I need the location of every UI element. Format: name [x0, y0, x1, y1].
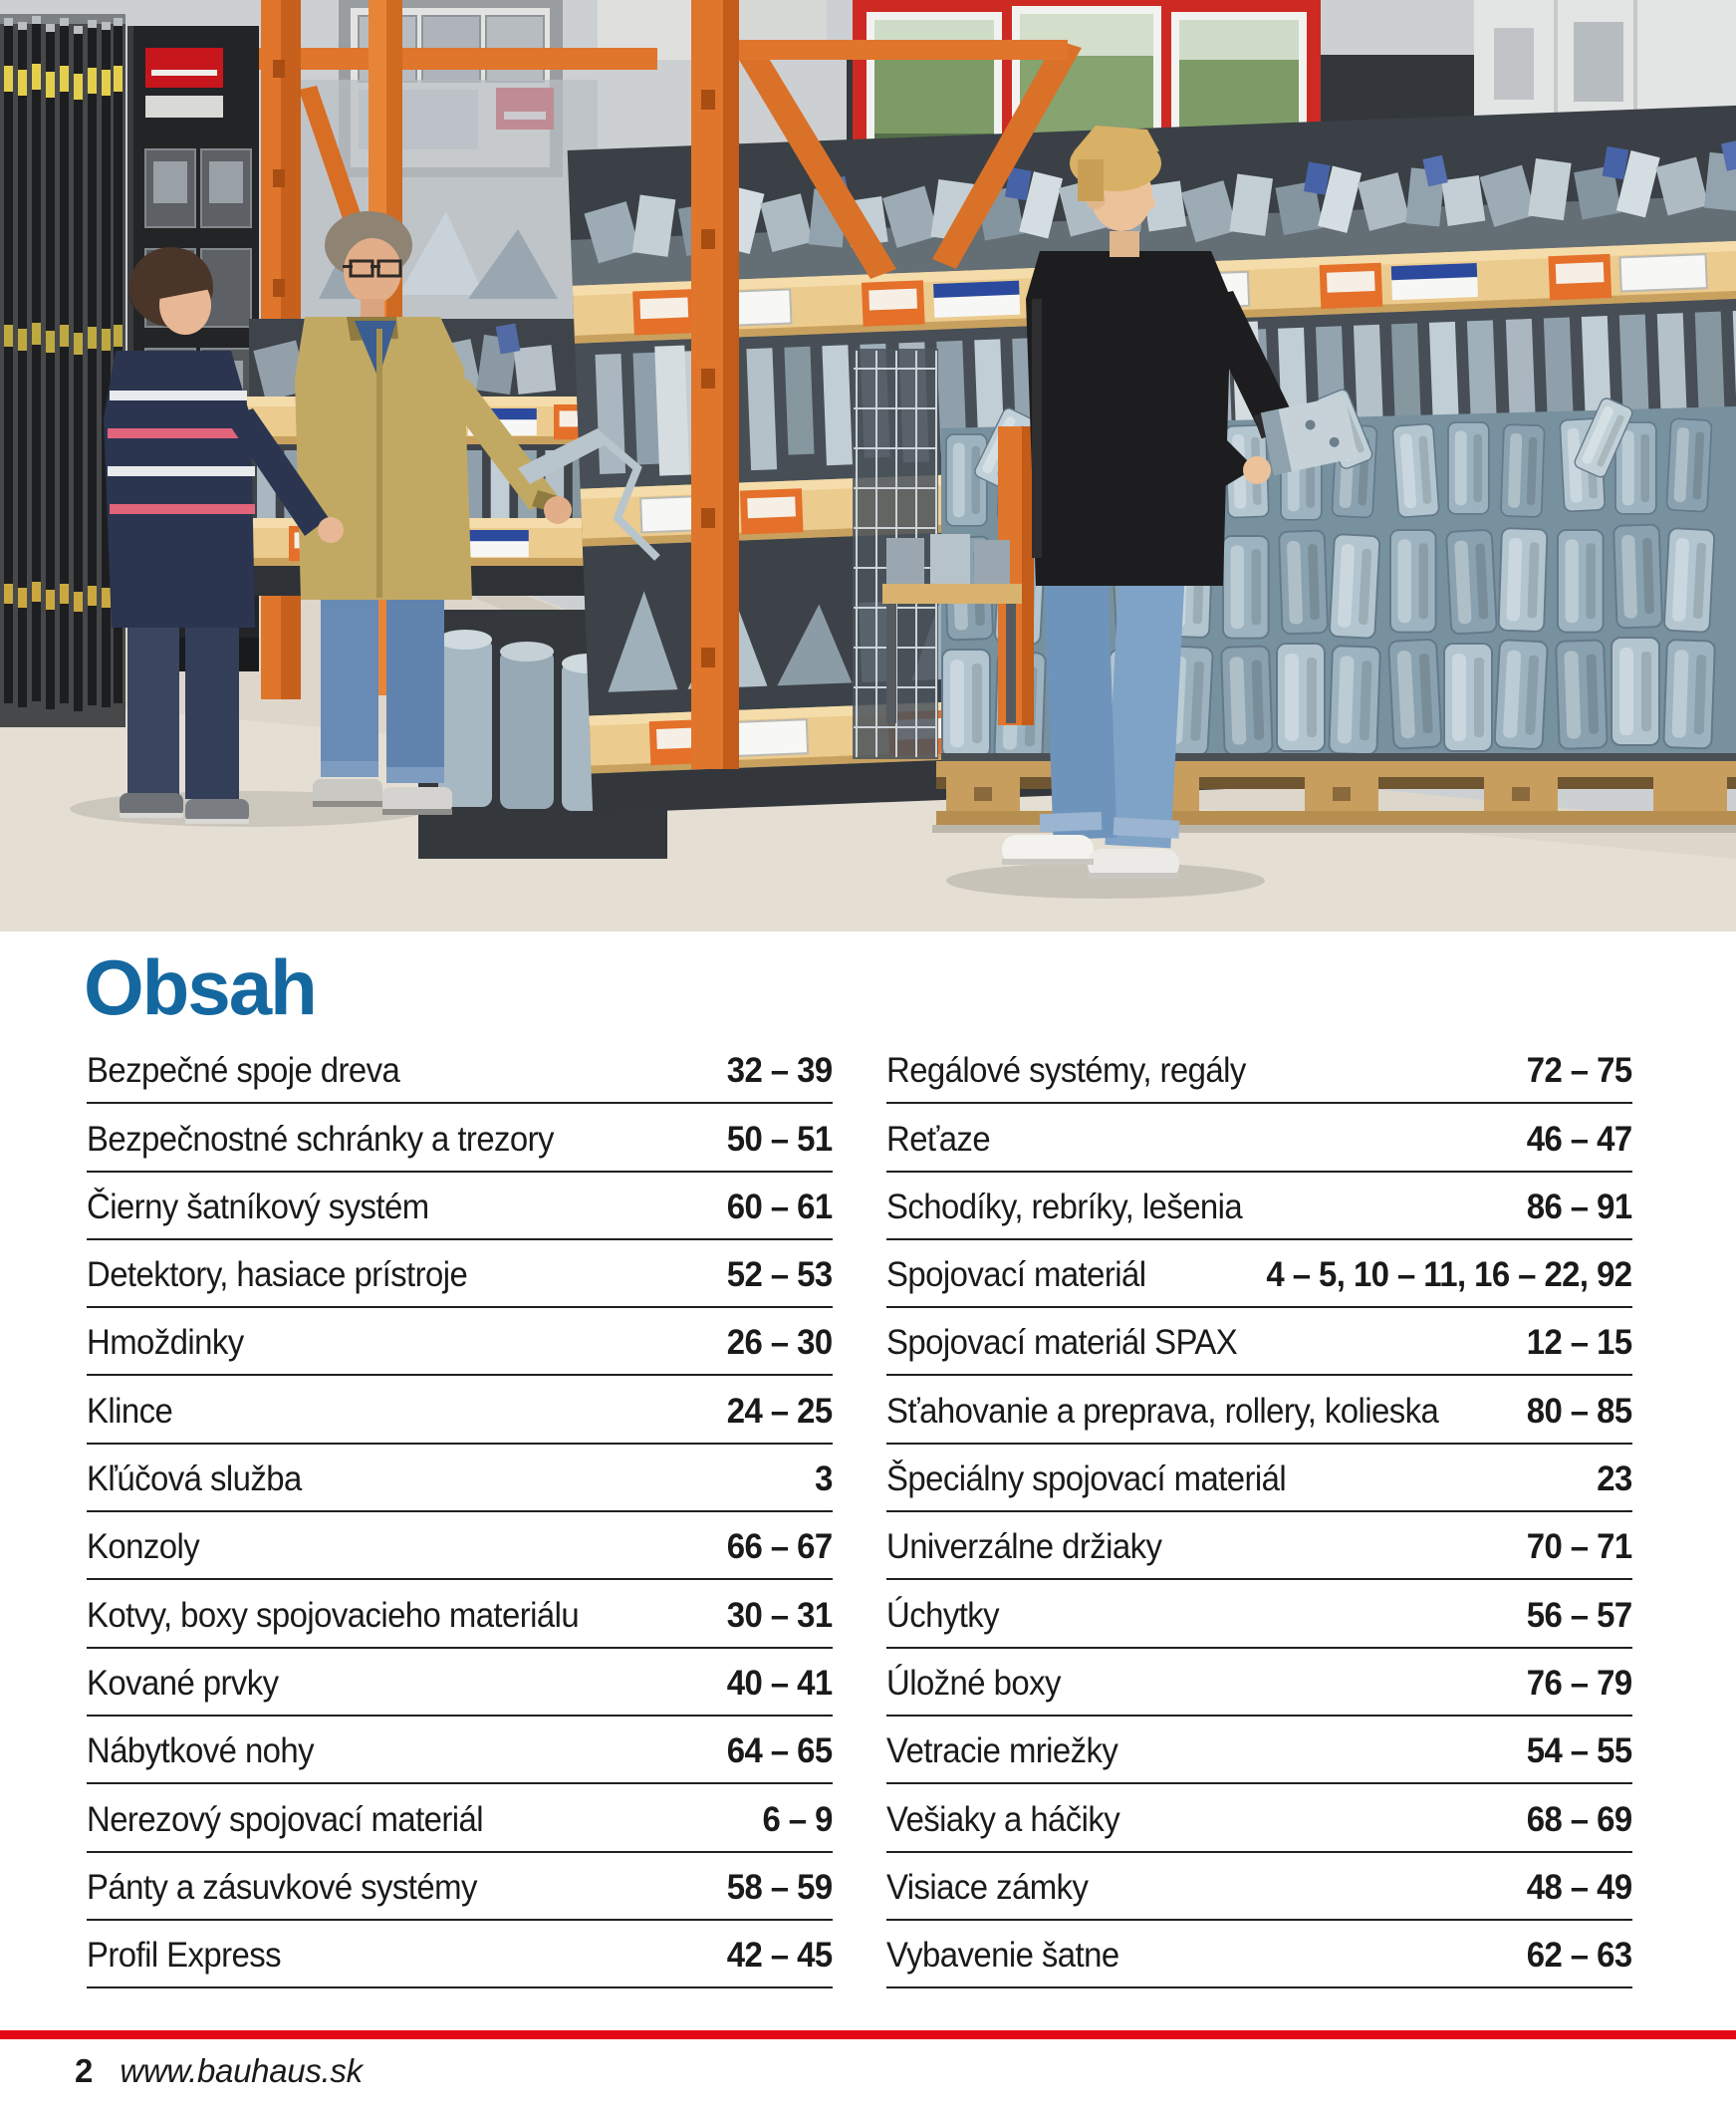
toc-entry-label: Spojovací materiál: [886, 1255, 1146, 1295]
toc-row: [87, 1036, 833, 1104]
toc-column-right: [886, 1036, 1632, 1988]
toc-entry-label: Hmoždinky: [87, 1323, 244, 1363]
footer-page-number: 2: [75, 2052, 94, 2089]
toc-entry-pages: 56 – 57: [1527, 1595, 1632, 1635]
toc-row: [87, 1784, 833, 1852]
toc-entry-label: Úchytky: [886, 1595, 1000, 1635]
toc-row: [886, 1445, 1632, 1512]
toc-entry-pages: 68 – 69: [1527, 1799, 1632, 1839]
toc-row: [87, 1445, 833, 1512]
toc-entry-pages: 86 – 91: [1527, 1187, 1632, 1226]
toc-entry-label: Visiace zámky: [886, 1867, 1089, 1907]
footer: [75, 2054, 363, 2088]
toc-row: [886, 1784, 1632, 1852]
toc-entry-label: Vybavenie šatne: [886, 1936, 1119, 1976]
toc-row: [886, 1376, 1632, 1444]
toc-row: [886, 1717, 1632, 1784]
toc-entry-pages: 32 – 39: [727, 1051, 833, 1091]
toc-row: [886, 1512, 1632, 1580]
toc-row: [87, 1649, 833, 1717]
hanging-products: [0, 14, 125, 727]
toc-row: [87, 1240, 833, 1308]
toc-row: [87, 1921, 833, 1988]
toc-row: [886, 1580, 1632, 1648]
toc-row: [886, 1240, 1632, 1308]
toc-entry-pages: 62 – 63: [1527, 1936, 1632, 1976]
toc-entry-pages: 6 – 9: [762, 1799, 833, 1839]
toc-entry-label: Detektory, hasiace prístroje: [87, 1255, 468, 1295]
toc-entry-pages: 60 – 61: [727, 1187, 833, 1226]
toc-entry-pages: 3: [815, 1459, 833, 1499]
toc-row: [886, 1308, 1632, 1376]
toc-entry-pages: 72 – 75: [1527, 1051, 1632, 1091]
toc-row: [87, 1853, 833, 1921]
toc-row: [886, 1036, 1632, 1104]
toc-row: [886, 1173, 1632, 1240]
toc-entry-label: Sťahovanie a preprava, rollery, kolieska: [886, 1391, 1439, 1431]
toc-entry-label: Schodíky, rebríky, lešenia: [886, 1187, 1243, 1226]
toc-entry-label: Pánty a zásuvkové systémy: [87, 1867, 477, 1907]
hero-photo-region: [0, 0, 1736, 931]
toc-row: [87, 1104, 833, 1172]
toc-entry-label: Regálové systémy, regály: [886, 1051, 1246, 1091]
toc-row: [886, 1921, 1632, 1988]
toc-entry-label: Univerzálne držiaky: [886, 1527, 1162, 1567]
toc-row: [87, 1173, 833, 1240]
toc-row: [886, 1853, 1632, 1921]
toc-entry-label: Kované prvky: [87, 1663, 279, 1703]
toc-entry-pages: 76 – 79: [1527, 1663, 1632, 1703]
toc-entry-label: Úložné boxy: [886, 1663, 1061, 1703]
toc-entry-pages: 4 – 5, 10 – 11, 16 – 22, 92: [1266, 1255, 1632, 1295]
toc-entry-label: Nábytkové nohy: [87, 1731, 315, 1771]
toc-column-left: [87, 1036, 833, 1988]
toc-entry-label: Špeciálny spojovací materiál: [886, 1459, 1287, 1499]
toc-entry-label: Vešiaky a háčiky: [886, 1799, 1120, 1839]
toc-entry-pages: 40 – 41: [727, 1663, 833, 1703]
toc-row: [87, 1512, 833, 1580]
toc-entry-pages: 54 – 55: [1527, 1731, 1632, 1771]
toc-entry-label: Nerezový spojovací materiál: [87, 1799, 484, 1839]
page-title: Obsah: [84, 943, 316, 1031]
toc-row: [87, 1376, 833, 1444]
toc-entry-pages: 26 – 30: [727, 1323, 833, 1363]
toc-entry-pages: 58 – 59: [727, 1867, 833, 1907]
toc-entry-pages: 30 – 31: [727, 1595, 833, 1635]
toc-entry-pages: 42 – 45: [727, 1936, 833, 1976]
toc-entry-label: Čierny šatníkový systém: [87, 1187, 429, 1226]
toc-entry-label: Kľúčová služba: [87, 1459, 302, 1499]
toc-entry-pages: 46 – 47: [1527, 1119, 1632, 1159]
store-photo: [0, 0, 1736, 931]
toc-entry-pages: 48 – 49: [1527, 1867, 1632, 1907]
toc-row: [886, 1649, 1632, 1717]
toc-row: [87, 1717, 833, 1784]
toc-entry-pages: 66 – 67: [727, 1527, 833, 1567]
toc-row: [886, 1104, 1632, 1172]
toc-row: [87, 1580, 833, 1648]
toc-entry-pages: 12 – 15: [1527, 1323, 1632, 1363]
toc-entry-pages: 80 – 85: [1527, 1391, 1632, 1431]
toc-entry-label: Kotvy, boxy spojovacieho materiálu: [87, 1595, 580, 1635]
table-of-contents: [87, 1036, 1633, 1988]
toc-entry-label: Profil Express: [87, 1936, 282, 1976]
toc-entry-label: Bezpečnostné schránky a trezory: [87, 1119, 554, 1159]
toc-entry-label: Spojovací materiál SPAX: [886, 1323, 1238, 1363]
toc-entry-pages: 50 – 51: [727, 1119, 833, 1159]
toc-entry-pages: 52 – 53: [727, 1255, 833, 1295]
toc-entry-label: Bezpečné spoje dreva: [87, 1051, 400, 1091]
toc-entry-pages: 24 – 25: [727, 1391, 833, 1431]
footer-rule: [0, 2030, 1736, 2039]
toc-entry-pages: 70 – 71: [1527, 1527, 1632, 1567]
toc-entry-label: Vetracie mriežky: [886, 1731, 1118, 1771]
toc-entry-label: Reťaze: [886, 1119, 991, 1159]
toc-entry-pages: 64 – 65: [727, 1731, 833, 1771]
footer-website: www.bauhaus.sk: [120, 2052, 363, 2089]
toc-entry-label: Klince: [87, 1391, 173, 1431]
toc-entry-label: Konzoly: [87, 1527, 200, 1567]
toc-row: [87, 1308, 833, 1376]
toc-entry-pages: 23: [1597, 1459, 1632, 1499]
